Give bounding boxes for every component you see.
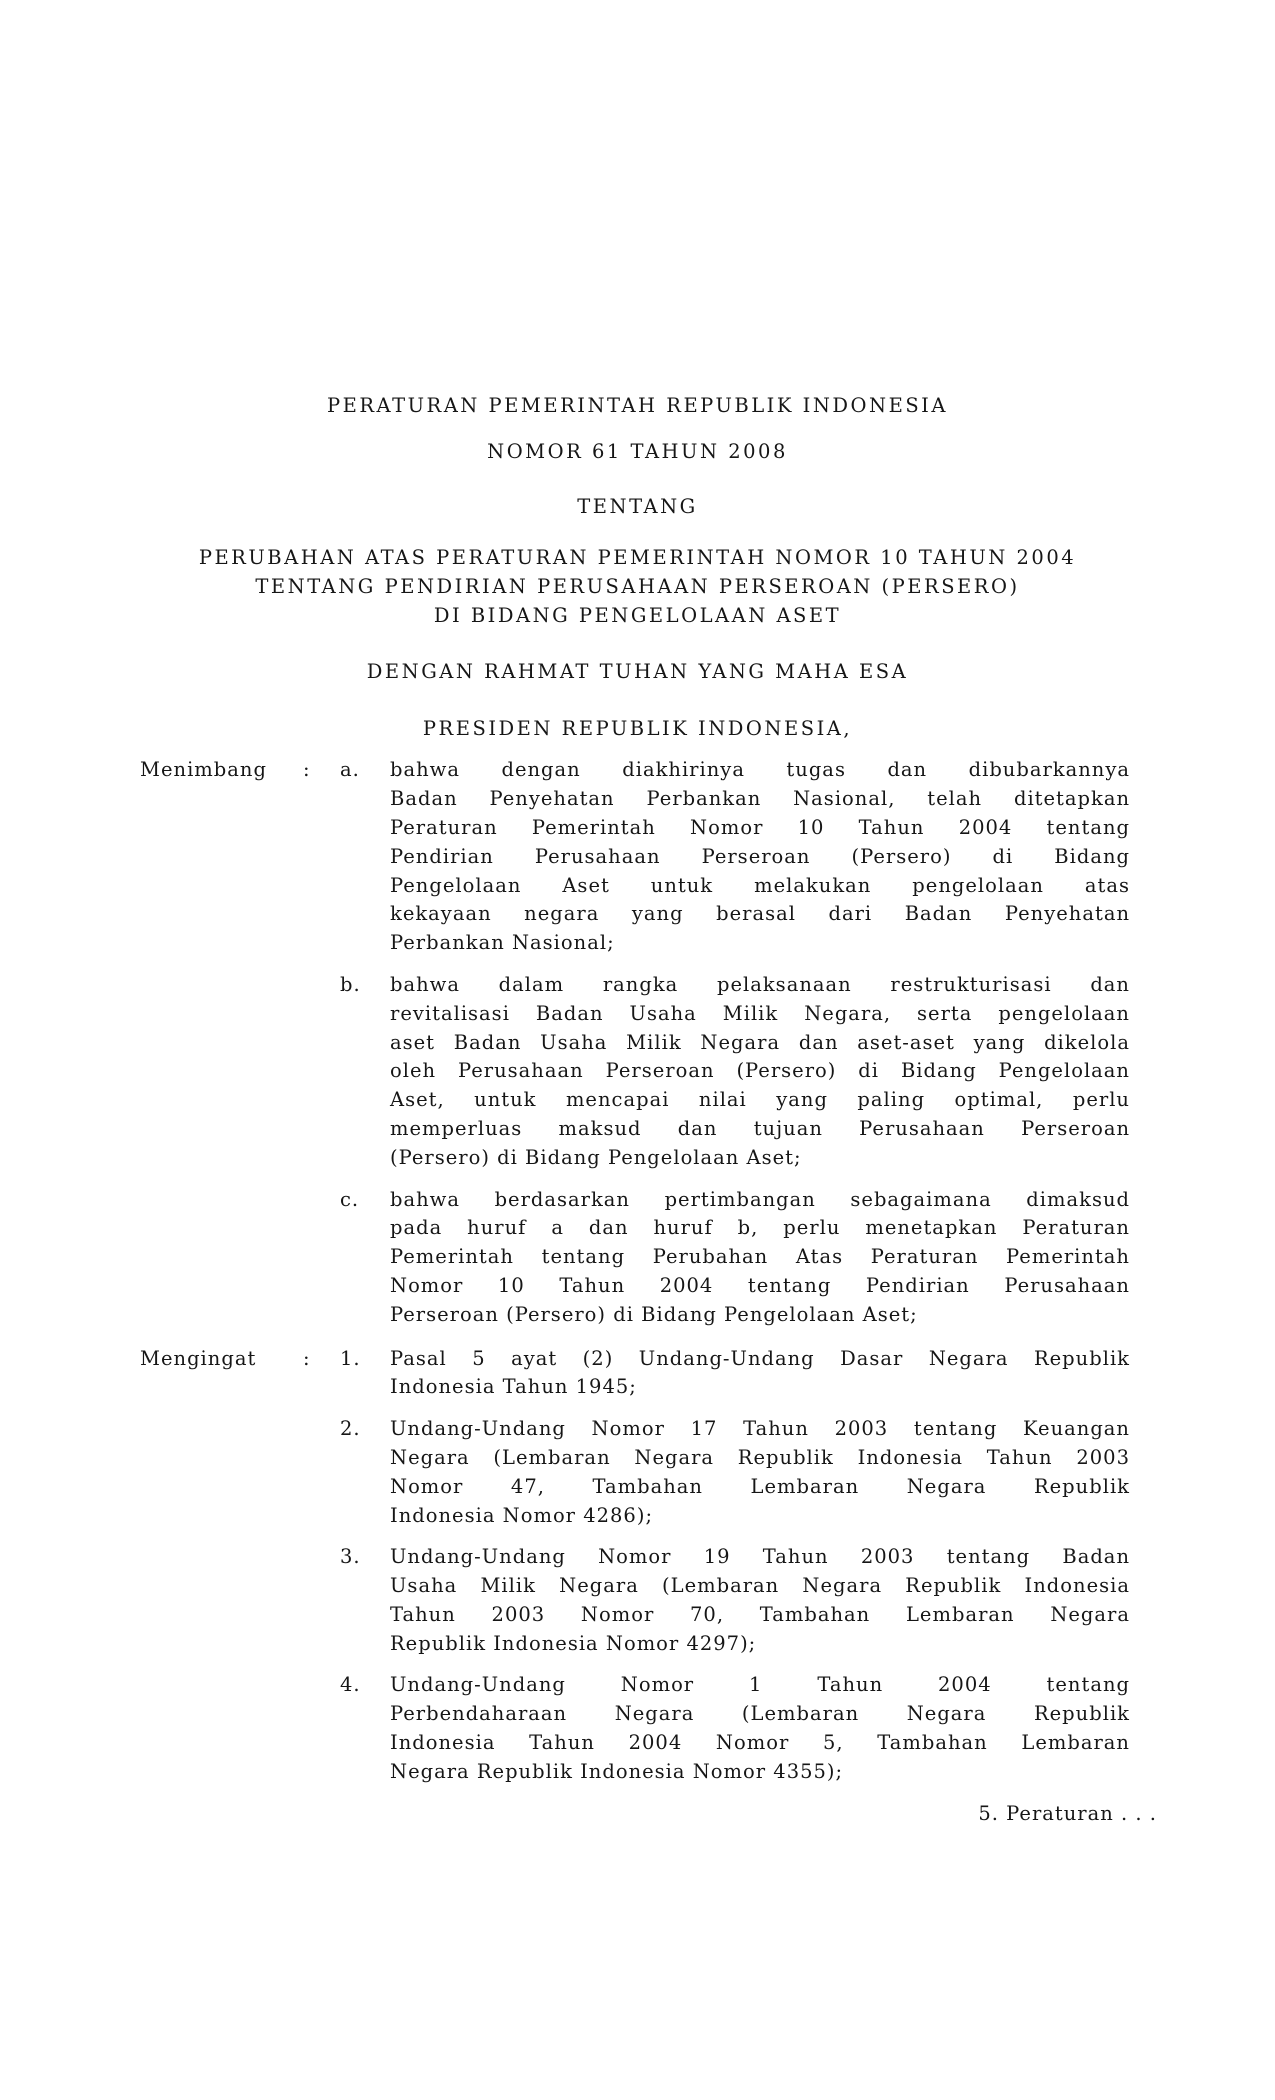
item-text — [390, 1345, 1130, 1403]
text-line: Indonesia Tahun 1945; — [390, 1375, 637, 1399]
text-line: Badan Penyehatan Perbankan Nasional, telah ditetapkan — [390, 787, 1130, 811]
text-line: Perbendaharaan Negara (Lembaran Negara Republik — [390, 1702, 1130, 1726]
text-line: Usaha Milik Negara (Lembaran Negara Republik Indonesia — [390, 1574, 1130, 1598]
text-line: Undang-Undang Nomor 19 Tahun 2003 tentang Badan — [390, 1545, 1130, 1569]
text-line: Indonesia Nomor 4286); — [390, 1503, 654, 1527]
text-line: Perseroan (Persero) di Bidang Pengelolaan Aset; — [390, 1302, 918, 1326]
item-marker: 2. — [340, 1417, 361, 1441]
text-line: bahwa dalam rangka pelaksanaan restrukturisasi dan — [390, 972, 1130, 996]
text-line: Undang-Undang Nomor 17 Tahun 2003 tentang Keuangan — [390, 1417, 1130, 1441]
list-item — [340, 756, 1130, 958]
text-line: Pemerintah tentang Perubahan Atas Peraturan Pemerintah — [390, 1245, 1130, 1269]
item-marker: 1. — [340, 1346, 361, 1370]
item-text — [390, 1186, 1130, 1330]
legal-basis-items — [340, 1345, 1130, 1787]
considerations-items — [340, 756, 1130, 1329]
text-line: revitalisasi Badan Usaha Milik Negara, serta pengelolaan — [390, 1001, 1130, 1025]
item-marker: a. — [340, 758, 360, 782]
item-text — [390, 971, 1130, 1173]
text-line: Undang-Undang Nomor 1 Tahun 2004 tentang — [390, 1673, 1130, 1697]
item-marker: 3. — [340, 1545, 361, 1569]
list-item — [340, 1415, 1130, 1530]
doc-subject-block — [0, 544, 1275, 630]
item-marker: 4. — [340, 1673, 361, 1697]
doc-about-label: TENTANG — [577, 494, 698, 518]
legal-basis-section — [0, 1345, 1275, 1787]
list-item — [340, 1186, 1130, 1330]
text-line: bahwa dengan diakhirinya tugas dan dibubarkannya — [390, 758, 1130, 782]
list-item — [340, 1671, 1130, 1786]
text-line: (Persero) di Bidang Pengelolaan Aset; — [390, 1145, 802, 1169]
considerations-colon: : — [303, 758, 310, 782]
legal-basis-label: Mengingat — [140, 1346, 257, 1370]
text-line: Nomor 10 Tahun 2004 tentang Pendirian Perusahaan — [390, 1273, 1130, 1297]
text-line: memperluas maksud dan tujuan Perusahaan Perseroan — [390, 1116, 1130, 1140]
text-line: kekayaan negara yang berasal dari Badan Penyehatan — [390, 902, 1130, 926]
text-line: Negara (Lembaran Negara Republik Indonesia Tahun 2003 — [390, 1445, 1130, 1469]
text-line: Indonesia Tahun 2004 Nomor 5, Tambahan Lembaran — [390, 1731, 1130, 1755]
doc-subject-line: TENTANG PENDIRIAN PERUSAHAAN PERSEROAN (PERSERO) — [255, 575, 1020, 599]
doc-invocation: DENGAN RAHMAT TUHAN YANG MAHA ESA — [366, 659, 909, 683]
text-line: Pasal 5 ayat (2) Undang-Undang Dasar Negara Republik — [390, 1346, 1130, 1370]
item-text — [390, 756, 1130, 958]
page-catchword: 5. Peraturan . . . — [978, 1801, 1157, 1825]
text-line: Aset, untuk mencapai nilai yang paling optimal, perlu — [390, 1088, 1130, 1112]
text-line: Negara Republik Indonesia Nomor 4355); — [390, 1759, 844, 1783]
text-line: aset Badan Usaha Milik Negara dan aset-aset yang dikelola — [390, 1030, 1130, 1054]
list-item — [340, 1345, 1130, 1403]
considerations-label: Menimbang — [140, 758, 267, 782]
doc-authority: PRESIDEN REPUBLIK INDONESIA, — [422, 716, 853, 740]
list-item — [340, 971, 1130, 1173]
item-marker: b. — [340, 972, 361, 996]
text-line: Perbankan Nasional; — [390, 931, 615, 955]
doc-subject-line: PERUBAHAN ATAS PERATURAN PEMERINTAH NOMOR 10 TAHUN 2004 — [198, 546, 1077, 570]
text-line: Nomor 47, Tambahan Lembaran Negara Republik — [390, 1474, 1130, 1498]
text-line: oleh Perusahaan Perseroan (Persero) di Bidang Pengelolaan — [390, 1059, 1130, 1083]
text-line: Peraturan Pemerintah Nomor 10 Tahun 2004 tentang — [390, 815, 1130, 839]
text-line: Tahun 2003 Nomor 70, Tambahan Lembaran Negara — [390, 1602, 1130, 1626]
text-line: Pengelolaan Aset untuk melakukan pengelolaan atas — [390, 873, 1130, 897]
legal-basis-colon: : — [303, 1346, 310, 1370]
list-item — [340, 1543, 1130, 1658]
doc-number: NOMOR 61 TAHUN 2008 — [487, 439, 788, 463]
text-line: pada huruf a dan huruf b, perlu menetapkan Peraturan — [390, 1216, 1130, 1240]
doc-title: PERATURAN PEMERINTAH REPUBLIK INDONESIA — [327, 394, 948, 417]
considerations-section — [0, 756, 1275, 1329]
item-text — [390, 1543, 1130, 1658]
text-line: bahwa berdasarkan pertimbangan sebagaimana dimaksud — [390, 1187, 1130, 1211]
text-line: Republik Indonesia Nomor 4297); — [390, 1631, 757, 1655]
doc-subject-line: DI BIDANG PENGELOLAAN ASET — [433, 603, 842, 627]
item-marker: c. — [340, 1187, 360, 1211]
item-text — [390, 1415, 1130, 1530]
item-text — [390, 1671, 1130, 1786]
text-line: Pendirian Perusahaan Perseroan (Persero) di Bidang — [390, 844, 1130, 868]
